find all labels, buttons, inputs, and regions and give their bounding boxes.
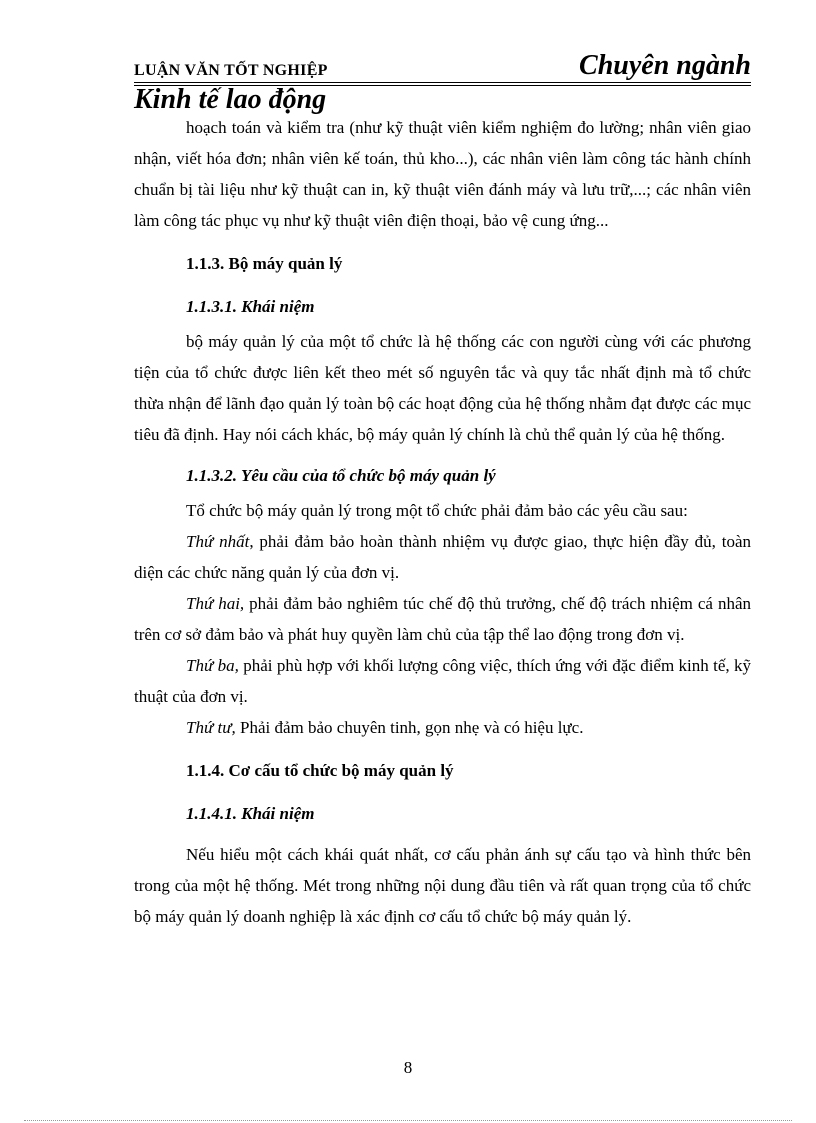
paragraph-definition: bộ máy quản lý của một tổ chức là hệ thống các con người cùng với các phương tiện của tổ chức được liên kết theo mét số nguyên tắc và quy tắc nhất định mà tổ chức thừa nhận để lãnh đạo quản lý toàn bộ các hoạt động của hệ thống nhằm đạt được các mục tiêu đã định. Hay nói cách khác, bộ máy quản lý chính là chủ thể quản lý của hệ thống. [134,332,751,444]
header-thesis-label: LUẬN VĂN TỐT NGHIỆP [134,62,328,79]
paragraph-structure-concept: Nếu hiểu một cách khái quát nhất, cơ cấu phản ánh sự cấu tạo và hình thức bên trong của một hệ thống. Mét trong những nội dung đầu tiên và rất quan trọng của tổ chức bộ máy quản lý doanh nghiệp là xác định cơ cấu tổ chức bộ máy quản lý. [134,845,751,926]
paragraph-requirements-intro: Tổ chức bộ máy quản lý trong một tổ chức phải đảm bảo các yêu cầu sau: [186,501,688,520]
requirement-fourth [134,712,751,743]
requirement-fourth-text: Phải đảm bảo chuyên tinh, gọn nhẹ và có hiệu lực. [235,718,584,737]
requirement-fourth-lead: Thứ tư, [186,718,236,737]
requirement-third-text: phải phù hợp với khối lượng công việc, thích ứng với đặc điểm kinh tế, kỹ thuật của đơn vị. [134,656,751,706]
requirement-second [134,588,751,650]
page-body [134,112,751,932]
page-number: 8 [403,1058,413,1077]
header-major-label: Chuyên ngành [579,50,751,81]
subsection-heading-1-1-4-1: 1.1.4.1. Khái niệm [186,804,315,823]
requirement-second-lead: Thứ hai, [186,594,245,613]
subsection-heading-1-1-3-1: 1.1.3.1. Khái niệm [186,297,315,316]
requirement-first-text: , phải đảm bảo hoàn thành nhiệm vụ được giao, thực hiện đầy đủ, toàn diện các chức năng quản lý của đơn vị. [134,532,751,582]
page-bottom-rule [24,1120,792,1121]
requirement-third-lead: Thứ ba, [186,656,239,675]
requirement-second-text: phải đảm bảo nghiêm túc chế độ thủ trưởng, chế độ trách nhiệm cá nhân trên cơ sở đảm bảo và phát huy quyền làm chủ của tập thể lao động trong đơn vị. [134,594,751,644]
section-heading-1-1-3: 1.1.3. Bộ máy quản lý [186,254,343,273]
requirement-first [134,526,751,588]
header-major-name: Kinh tế lao động [134,84,327,115]
requirement-third [134,650,751,712]
page-header [134,50,751,86]
section-heading-1-1-4: 1.1.4. Cơ cấu tổ chức bộ máy quản lý [186,761,454,780]
requirement-first-lead: Thứ nhất [186,532,250,551]
paragraph-continuation: hoạch toán và kiểm tra (như kỹ thuật viên kiểm nghiệm đo lường; nhân viên giao nhận, viết hóa đơn; nhân viên kế toán, thủ kho...), các nhân viên làm công tác hành chính chuẩn bị tài liệu như kỹ thuật can in, kỹ thuật viên đánh máy và lưu trữ,...; các nhân viên làm công tác phục vụ như kỹ thuật viên điện thoại, bảo vệ cung ứng... [134,118,751,230]
subsection-heading-1-1-3-2: 1.1.3.2. Yêu cầu của tổ chức bộ máy quản lý [186,466,496,485]
